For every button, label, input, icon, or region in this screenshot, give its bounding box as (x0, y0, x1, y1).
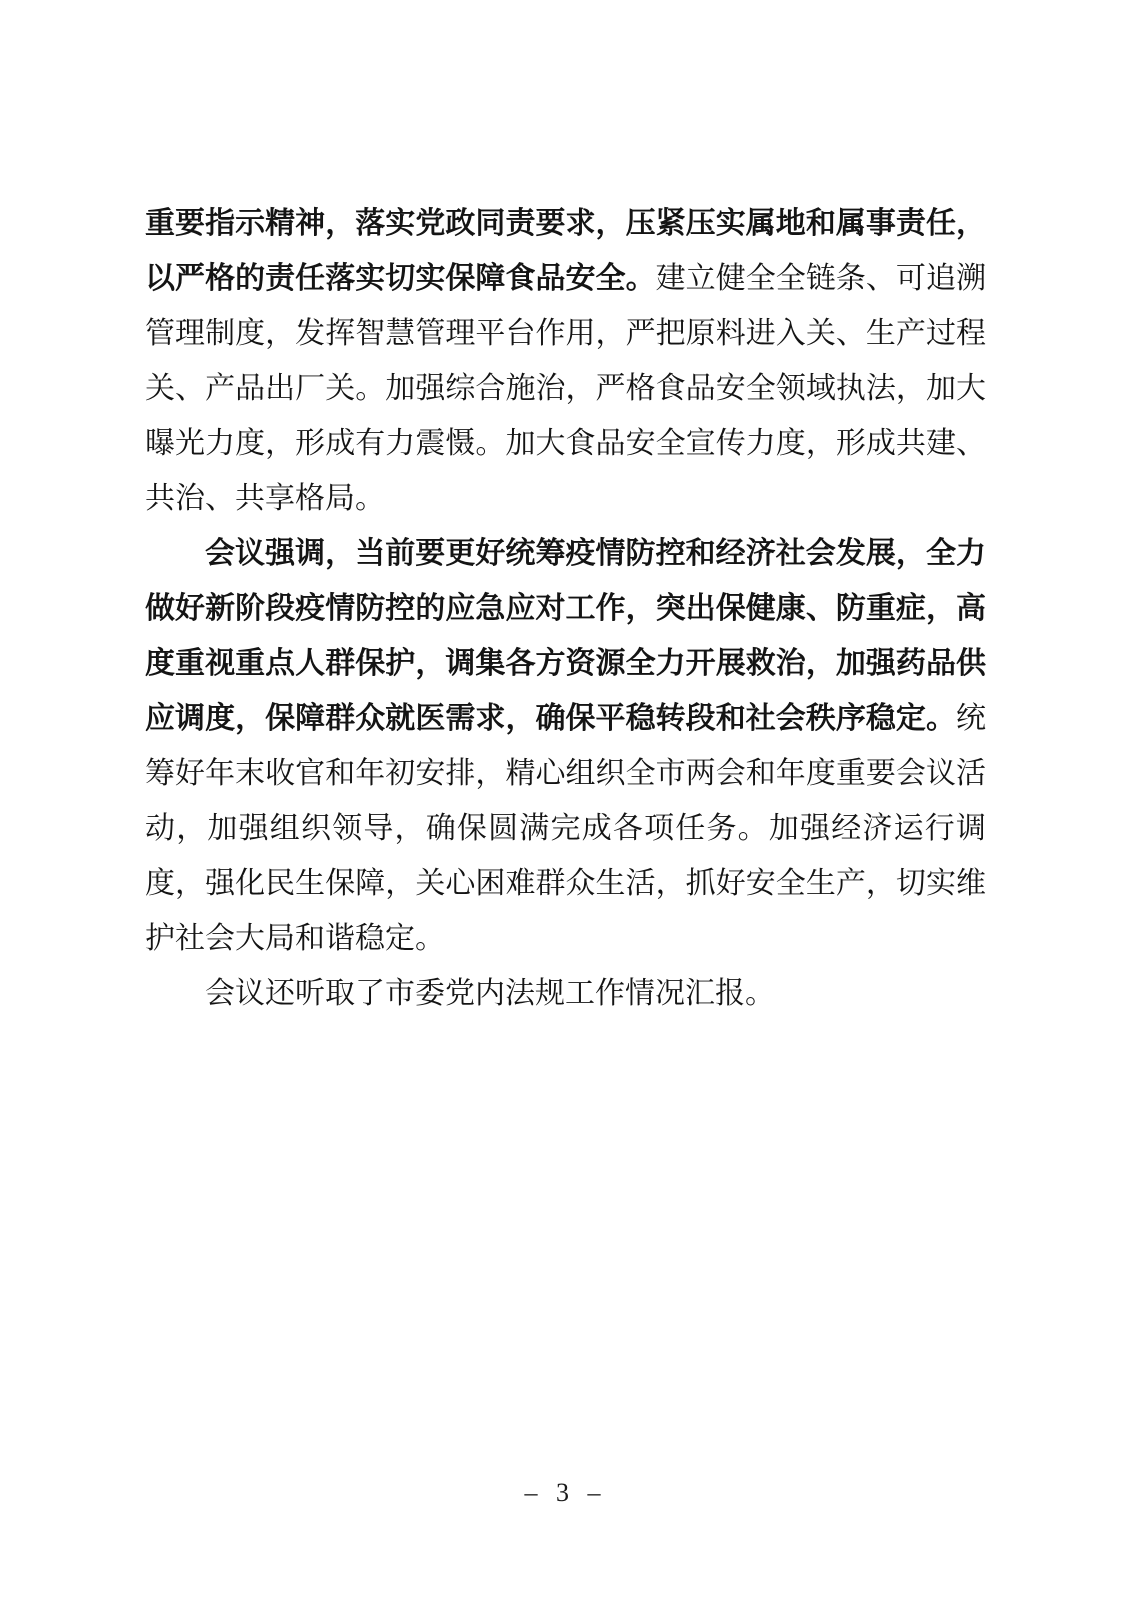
emphasized-text-run: 重要指示精神，落实党政同责要求，压紧压实属地和属事责任，以严格的责任落实切实保障食品安全。 (145, 207, 986, 295)
page-number: – 3 – (524, 1478, 607, 1507)
text-run: 会议还听取了市委党内法规工作情况汇报。 (205, 977, 775, 1010)
paragraph (145, 526, 986, 966)
text-run: 统筹好年末收官和年初安排，精心组织全市两会和年度重要会议活动，加强组织领导，确保圆满完成各项任务。加强经济运行调度，强化民生保障，关心困难群众生活，抓好安全生产，切实维护社会大局和谐稳定。 (145, 702, 986, 955)
paragraph (145, 196, 986, 526)
emphasized-text-run: 会议强调，当前要更好统筹疫情防控和经济社会发展，全力做好新阶段疫情防控的应急应对工作，突出保健康、防重症，高度重视重点人群保护，调集各方资源全力开展救治，加强药品供应调度，保障群众就医需求，确保平稳转段和社会秩序稳定。 (145, 537, 986, 735)
document-body (145, 196, 986, 1021)
text-run: 建立健全全链条、可追溯管理制度，发挥智慧管理平台作用，严把原料进入关、生产过程关、产品出厂关。加强综合施治，严格食品安全领域执法，加大曝光力度，形成有力震慑。加大食品安全宣传力度，形成共建、共治、共享格局。 (145, 262, 987, 515)
paragraph (145, 966, 986, 1021)
